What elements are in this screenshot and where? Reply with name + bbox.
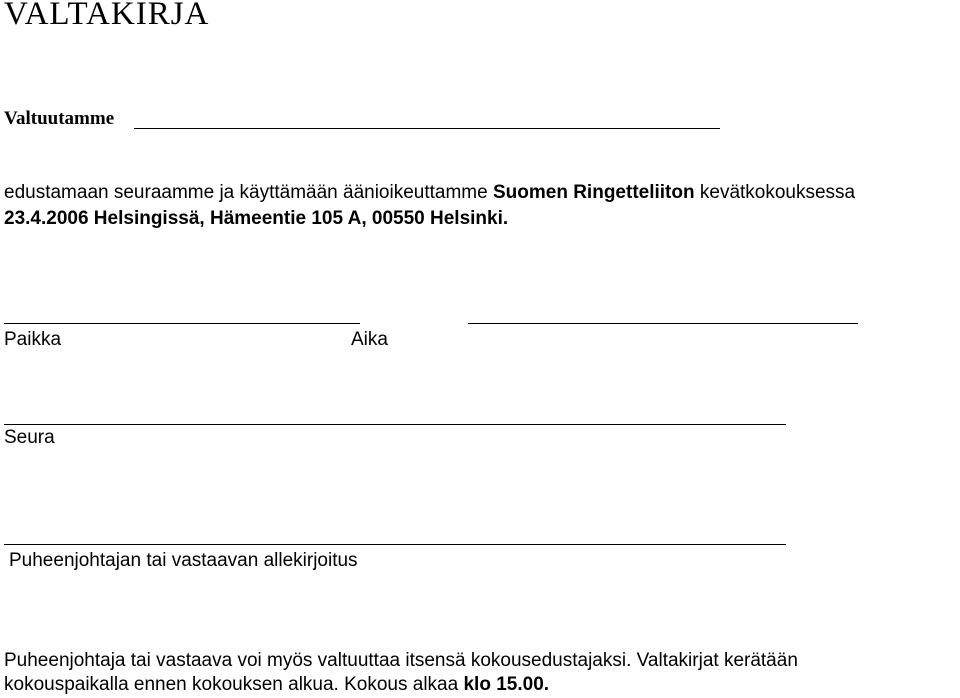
meeting-start-time: klo 15.00.	[463, 674, 550, 695]
footer-line-1: Puheenjohtaja tai vastaava voi myös valtuuttaa itsensä kokousedustajaksi. Valtakirjat kerätään	[4, 650, 798, 671]
time-line	[468, 323, 858, 324]
intro-line-1: edustamaan seuraamme ja käyttämään äänioikeuttamme Suomen Ringetteliiton kevätkokouksessa	[4, 182, 856, 203]
document-title: VALTAKIRJA	[4, 0, 210, 32]
meeting-date-place: 23.4.2006 Helsingissä, Hämeentie 105 A, 00550 Helsinki.	[4, 208, 509, 229]
place-line	[4, 323, 360, 324]
place-label: Paikka	[4, 329, 62, 350]
signature-line	[4, 544, 786, 545]
signature-label: Puheenjohtajan tai vastaavan allekirjoitus	[9, 550, 358, 571]
time-label: Aika	[351, 329, 388, 350]
authorize-name-line	[134, 128, 720, 129]
federation-name: Suomen Ringetteliiton	[492, 182, 695, 203]
intro-line-2	[4, 206, 508, 232]
club-line	[4, 424, 786, 425]
authorize-label: Valtuutamme	[4, 108, 115, 129]
club-label: Seura	[4, 427, 55, 448]
footer-line-2: kokouspaikalla ennen kokouksen alkua. Kokous alkaa klo 15.00.	[4, 674, 550, 695]
